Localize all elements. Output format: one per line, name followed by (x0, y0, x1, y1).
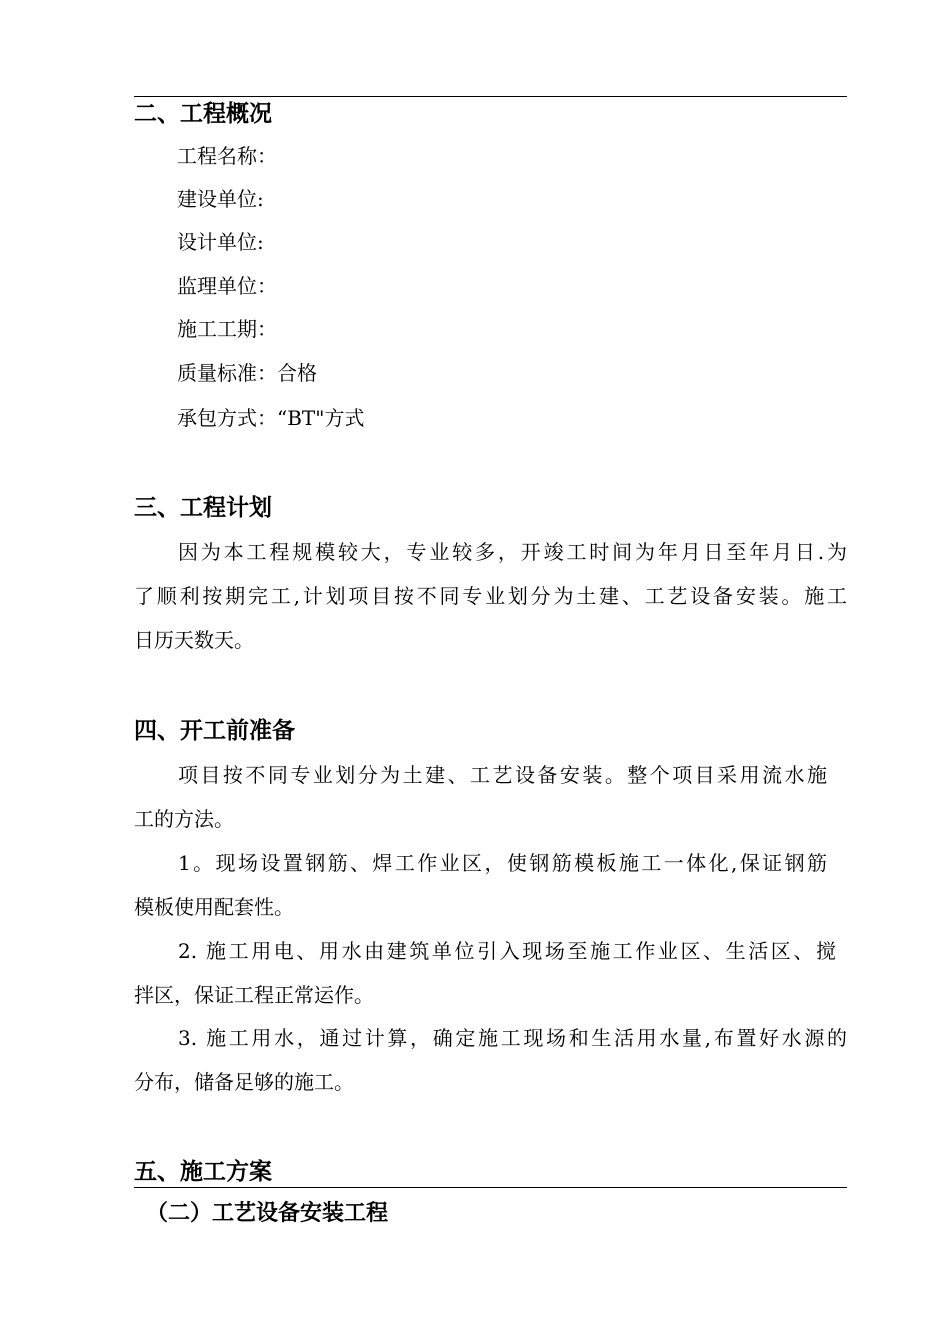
section-4-line-3: 1。现场设置钢筋、焊工作业区，使钢筋模板施工一体化,保证钢筋 (178, 851, 827, 875)
top-rule (134, 96, 847, 97)
section-4-line-2: 工的方法。 (134, 807, 234, 831)
field-construction-period: 施工工期： (177, 317, 277, 341)
section-5-heading: 五、施工方案 (134, 1159, 272, 1185)
section-3-line-1: 因为本工程规模较大，专业较多，开竣工时间为年月日至年月日.为 (178, 540, 847, 564)
section-4-line-4: 模板使用配套性。 (134, 895, 294, 919)
section-2-heading: 二、工程概况 (134, 101, 272, 127)
section-4-heading: 四、开工前准备 (134, 718, 295, 744)
section-4-line-7: 3. 施工用水，通过计算，确定施工现场和生活用水量,布置好水源的 (178, 1026, 847, 1050)
section-3-line-2: 了顺利按期完工,计划项目按不同专业划分为土建、工艺设备安装。施工 (134, 584, 847, 608)
field-project-name: 工程名称： (177, 144, 277, 168)
section-3-heading: 三、工程计划 (134, 495, 272, 521)
section-5-rule (134, 1187, 847, 1188)
section-4-line-8: 分布，储备足够的施工。 (134, 1070, 354, 1094)
field-construction-unit: 建设单位: (177, 187, 264, 211)
section-3-line-3: 日历天数天。 (134, 628, 254, 652)
section-4-line-1: 项目按不同专业划分为土建、工艺设备安装。整个项目采用流水施 (178, 763, 827, 787)
section-5-subheading: （二）工艺设备安装工程 (146, 1201, 389, 1226)
field-contract-method: 承包方式：“BT"方式 (177, 406, 365, 430)
field-design-unit: 设计单位: (177, 230, 264, 254)
field-quality-standard: 质量标准：合格 (177, 361, 317, 385)
section-4-line-5: 2. 施工用电、用水由建筑单位引入现场至施工作业区、生活区、搅 (178, 939, 836, 963)
section-4-line-6: 拌区，保证工程正常运作。 (134, 983, 374, 1007)
field-supervision-unit: 监理单位： (177, 274, 277, 298)
